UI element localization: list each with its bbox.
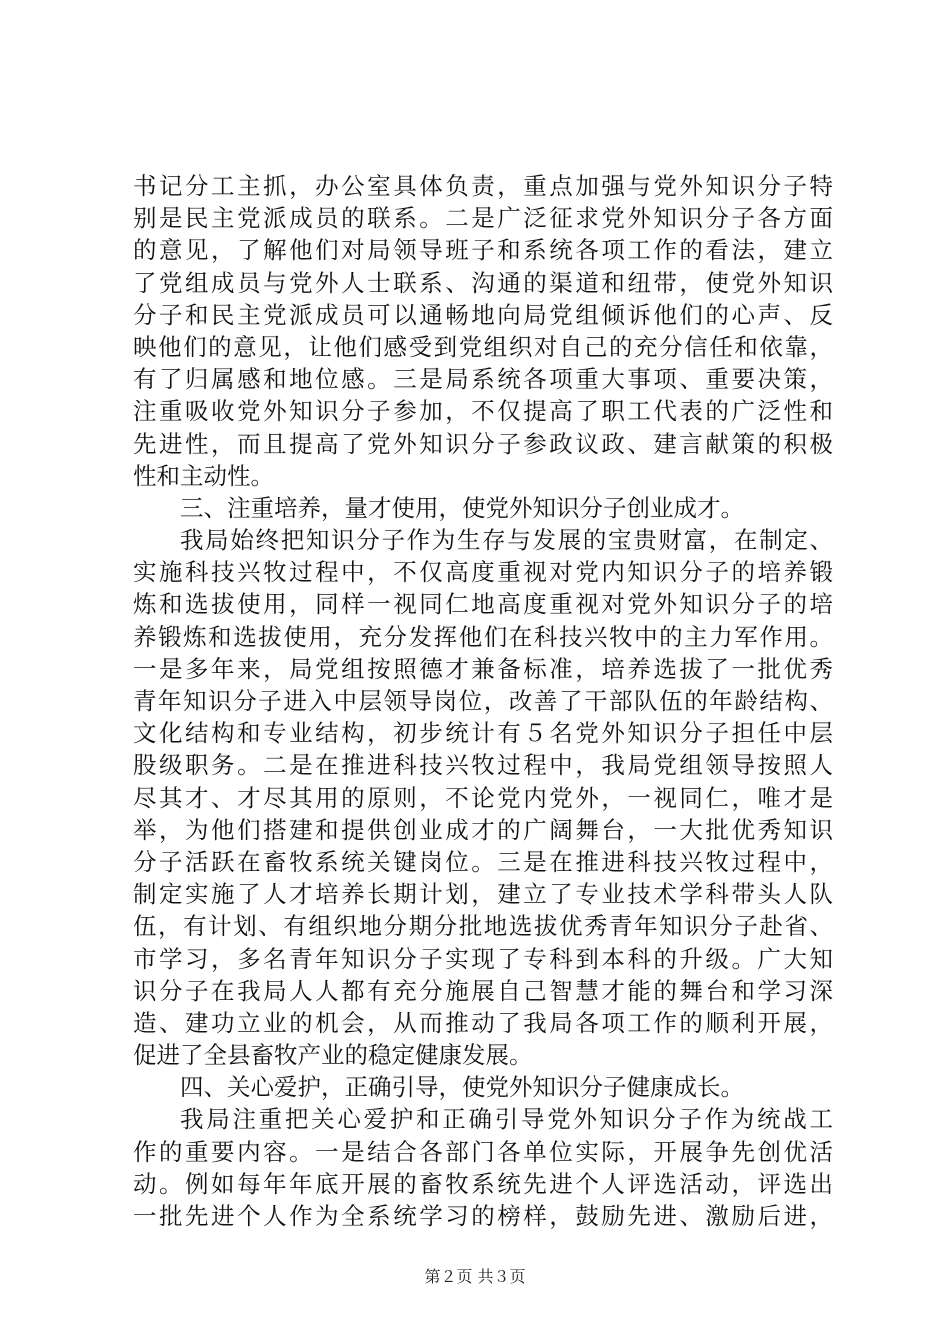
text-line: 造、建功立业的机会，从而推动了我局各项工作的顺利开展， <box>133 1008 833 1037</box>
text-line: 有了归属感和地位感。三是局系统各项重大事项、重要决策， <box>133 365 833 394</box>
text-line: 我局始终把知识分子作为生存与发展的宝贵财富，在制定、 <box>180 526 833 555</box>
text-line: 养锻炼和选拔使用，充分发挥他们在科技兴牧中的主力军作用。 <box>133 622 833 651</box>
text-line: 映他们的意见，让他们感受到党组织对自己的充分信任和依靠， <box>133 332 833 361</box>
text-line: 先进性，而且提高了党外知识分子参政议政、建言献策的积极 <box>133 429 833 458</box>
text-line: 别是民主党派成员的联系。二是广泛征求党外知识分子各方面 <box>133 204 833 233</box>
text-line: 分子活跃在畜牧系统关键岗位。三是在推进科技兴牧过程中， <box>133 847 833 876</box>
text-line: 股级职务。二是在推进科技兴牧过程中，我局党组领导按照人 <box>133 751 833 780</box>
text-line: 一批先进个人作为全系统学习的榜样，鼓励先进、激励后进， <box>133 1202 833 1230</box>
text-line: 市学习，多名青年知识分子实现了专科到本科的升级。广大知 <box>133 944 833 973</box>
text-line: 了党组成员与党外人士联系、沟通的渠道和纽带，使党外知识 <box>133 268 833 297</box>
text-line: 识分子在我局人人都有充分施展自己智慧才能的舞台和学习深 <box>133 976 833 1005</box>
text-line: 一是多年来，局党组按照德才兼备标准，培养选拔了一批优秀 <box>133 654 833 683</box>
text-line: 炼和选拔使用，同样一视同仁地高度重视对党外知识分子的培 <box>133 590 833 619</box>
text-line: 动。例如每年年底开展的畜牧系统先进个人评选活动，评选出 <box>133 1169 833 1198</box>
document-body <box>133 170 833 1232</box>
text-line: 的意见，了解他们对局领导班子和系统各项工作的看法，建立 <box>133 236 833 265</box>
text-line: 性和主动性。 <box>133 461 274 490</box>
text-line: 伍，有计划、有组织地分期分批地选拔优秀青年知识分子赴省、 <box>133 912 833 941</box>
text-line: 书记分工主抓，办公室具体负责，重点加强与党外知识分子特 <box>133 172 833 200</box>
text-line: 分子和民主党派成员可以通畅地向局党组倾诉他们的心声、反 <box>133 300 833 329</box>
text-line: 文化结构和专业结构，初步统计有５名党外知识分子担任中层 <box>133 719 833 748</box>
text-line: 注重吸收党外知识分子参加，不仅提高了职工代表的广泛性和 <box>133 397 833 426</box>
text-line: 促进了全县畜牧产业的稳定健康发展。 <box>133 1041 533 1070</box>
section-heading: 四、关心爱护，正确引导，使党外知识分子健康成长。 <box>180 1073 744 1102</box>
page-number-footer: 第２页 共３页 <box>424 1267 526 1286</box>
text-line: 制定实施了人才培养长期计划，建立了专业技术学科带头人队 <box>133 880 833 909</box>
text-line: 我局注重把关心爱护和正确引导党外知识分子作为统战工 <box>180 1105 833 1134</box>
text-line: 尽其才、才尽其用的原则，不论党内党外，一视同仁，唯才是 <box>133 783 833 812</box>
section-heading: 三、注重培养，量才使用，使党外知识分子创业成才。 <box>180 493 744 522</box>
text-line: 举，为他们搭建和提供创业成才的广阔舞台，一大批优秀知识 <box>133 815 833 844</box>
text-line: 实施科技兴牧过程中，不仅高度重视对党内知识分子的培养锻 <box>133 558 833 587</box>
text-line: 青年知识分子进入中层领导岗位，改善了干部队伍的年龄结构、 <box>133 687 833 715</box>
text-line: 作的重要内容。一是结合各部门各单位实际，开展争先创优活 <box>133 1137 833 1166</box>
